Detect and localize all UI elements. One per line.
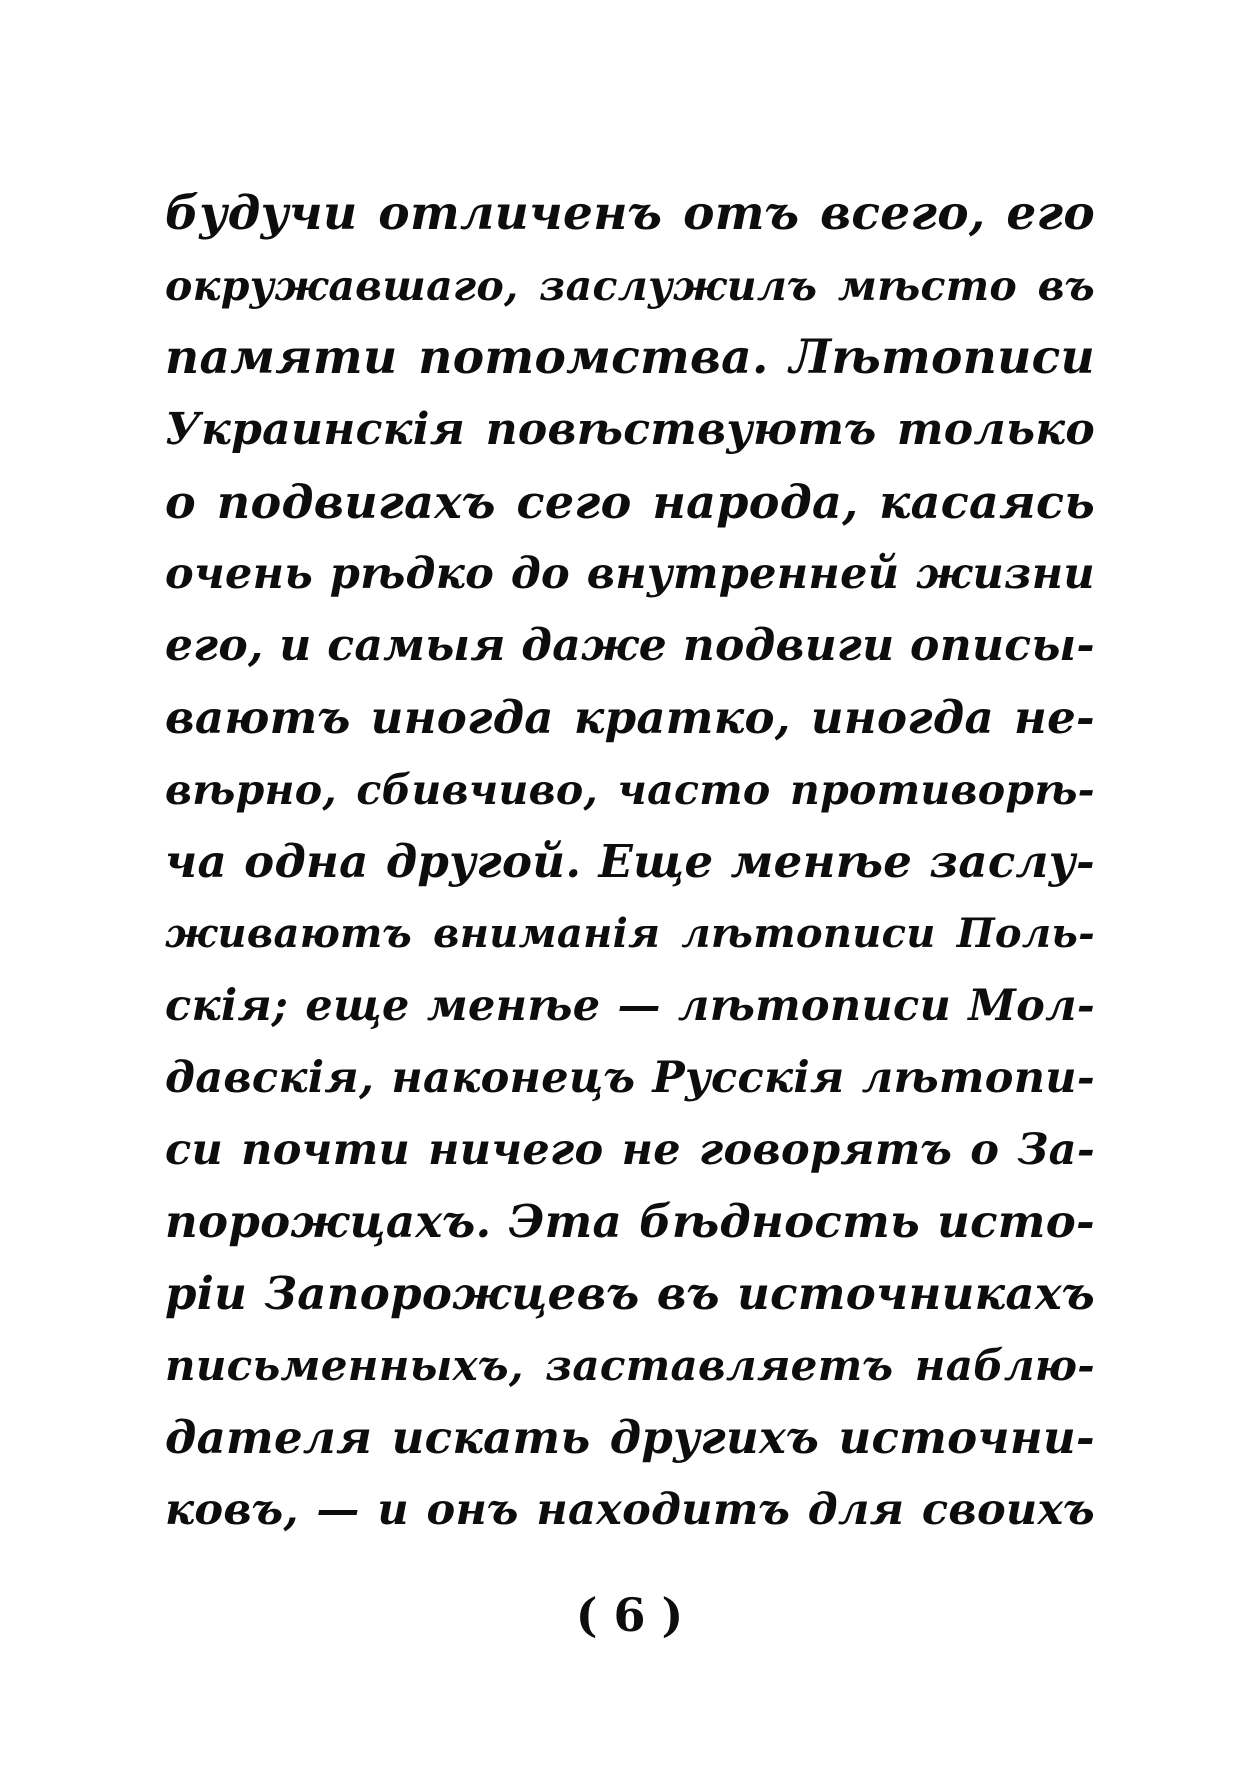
text-line: будучи отличенъ отъ всего, его	[165, 186, 1095, 241]
text-line: о подвигахъ сего народа, касаясь	[165, 475, 1095, 529]
page-number: ( 6 )	[575, 1588, 684, 1642]
text-line: письменныхъ, заставляетъ наблю-	[165, 1341, 1095, 1390]
text-line: ваютъ иногда кратко, иногда не-	[165, 691, 1095, 744]
text-line: порожцахъ. Эта бѣдность исто-	[165, 1195, 1095, 1248]
text-line: его, и самыя даже подвиги описы-	[165, 620, 1095, 671]
text-line: ріи Запорожцевъ въ источникахъ	[165, 1267, 1095, 1320]
text-line: Украинскія повѣствуютъ только	[165, 404, 1095, 455]
text-line: памяти потомства. Лѣтописи	[165, 330, 1095, 385]
text-line: дателя искать другихъ источни-	[165, 1411, 1095, 1464]
text-line: очень рѣдко до внутренней жизни	[165, 549, 1095, 599]
text-line: вѣрно, сбивчиво, часто противорѣ-	[165, 766, 1095, 814]
text-line: скія; еще менѣе — лѣтописи Мол-	[165, 981, 1095, 1031]
text-line: живаютъ вниманія лѣтописи Поль-	[165, 910, 1095, 957]
text-line: давскія, наконецъ Русскія лѣтопи-	[165, 1053, 1095, 1103]
body-text	[165, 178, 1095, 1546]
text-line: окружавшаго, заслужилъ мѣсто въ	[165, 262, 1095, 310]
text-line: ковъ, — и онъ находитъ для своихъ	[165, 1485, 1095, 1535]
text-line: си почти ничего не говорятъ о За-	[165, 1125, 1095, 1175]
text-line: ча одна другой. Еще менѣе заслу-	[165, 835, 1095, 888]
